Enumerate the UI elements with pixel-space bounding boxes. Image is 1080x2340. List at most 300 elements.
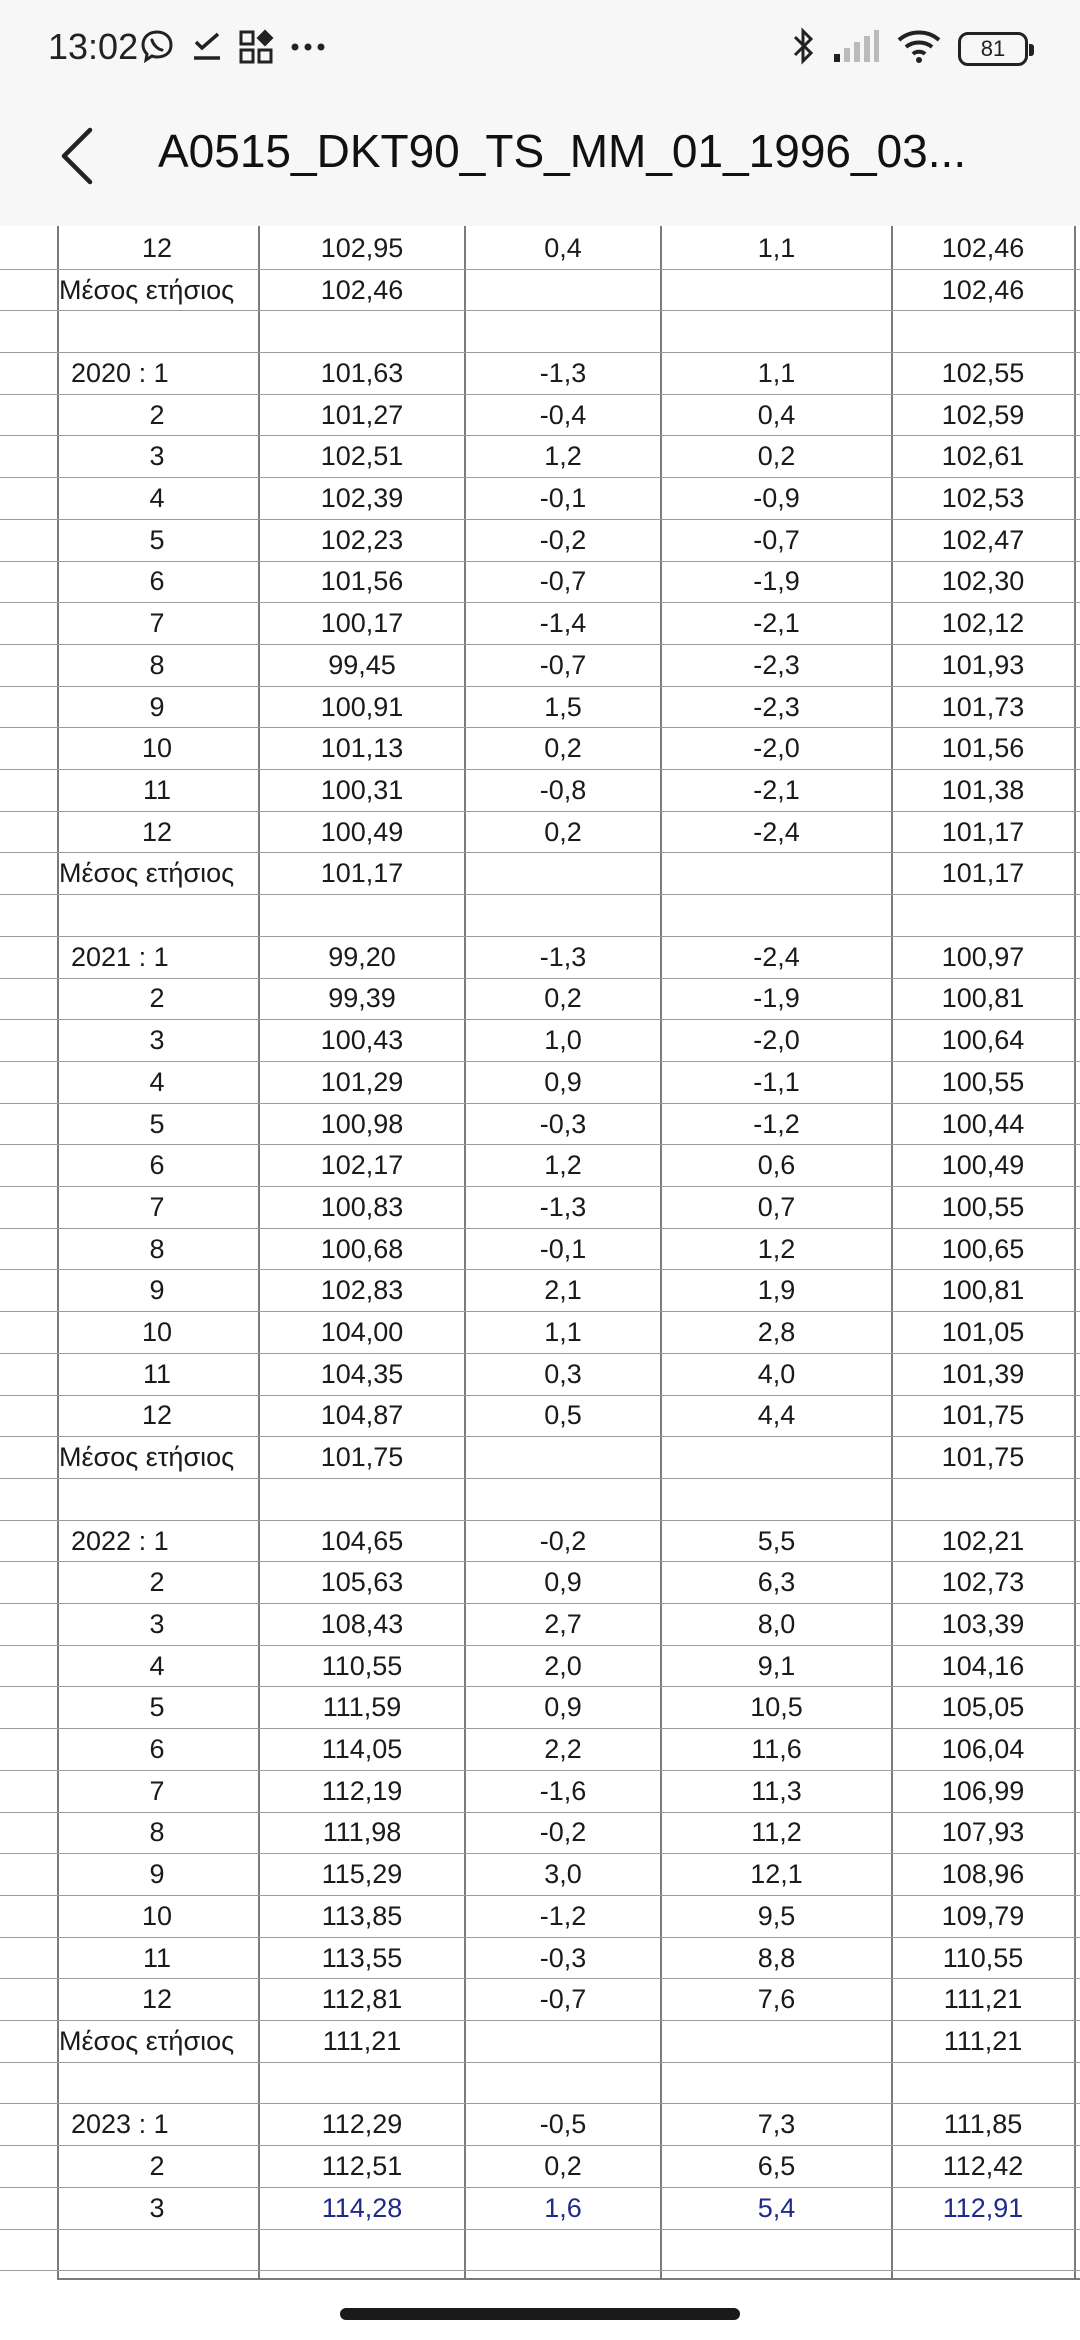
value-cell[interactable]: 112,19 bbox=[321, 1775, 403, 1806]
table-row[interactable] bbox=[0, 1938, 1080, 1980]
period-cell[interactable]: 2 bbox=[149, 2151, 165, 2182]
value-cell[interactable] bbox=[259, 895, 465, 936]
table-row[interactable] bbox=[0, 520, 1080, 562]
value-cell[interactable]: 12,1 bbox=[750, 1859, 803, 1890]
table-row[interactable] bbox=[0, 1604, 1080, 1646]
value-cell[interactable]: 104,16 bbox=[941, 1650, 1025, 1681]
value-cell[interactable]: -0,5 bbox=[539, 2109, 587, 2140]
value-cell[interactable]: 101,56 bbox=[941, 733, 1025, 764]
value-cell[interactable]: -1,3 bbox=[539, 357, 587, 388]
value-cell[interactable]: 101,56 bbox=[320, 566, 404, 597]
period-cell[interactable]: Μέσος ετήσιος bbox=[59, 2025, 235, 2056]
value-cell[interactable]: 2,1 bbox=[544, 1275, 582, 1306]
table-row[interactable] bbox=[0, 1187, 1080, 1229]
value-cell[interactable]: 100,91 bbox=[320, 691, 404, 722]
period-cell[interactable]: 2020 : 1 bbox=[71, 357, 169, 388]
annual-average-row[interactable] bbox=[0, 2021, 1080, 2063]
value-cell[interactable]: -1,3 bbox=[539, 941, 587, 972]
period-cell[interactable]: 5 bbox=[149, 524, 165, 555]
value-cell[interactable]: 105,63 bbox=[320, 1567, 404, 1598]
value-cell[interactable] bbox=[259, 2063, 465, 2104]
value-cell[interactable]: -2,1 bbox=[753, 774, 800, 805]
table-row[interactable] bbox=[0, 1396, 1080, 1438]
value-cell[interactable]: 101,73 bbox=[941, 691, 1025, 722]
table-row[interactable] bbox=[0, 1771, 1080, 1813]
value-cell[interactable]: -0,2 bbox=[539, 1817, 587, 1848]
value-cell[interactable]: 10,5 bbox=[750, 1692, 803, 1723]
value-cell[interactable]: 101,39 bbox=[941, 1358, 1025, 1389]
value-cell[interactable]: 101,63 bbox=[320, 357, 404, 388]
chevron-left-icon bbox=[58, 126, 98, 191]
value-cell[interactable]: 115,29 bbox=[321, 1859, 403, 1890]
value-cell[interactable]: 1,2 bbox=[544, 1150, 582, 1181]
value-cell[interactable]: 1,2 bbox=[544, 441, 582, 472]
value-cell[interactable]: 2,2 bbox=[544, 1734, 582, 1765]
annual-average-row[interactable] bbox=[0, 270, 1080, 312]
empty-row[interactable] bbox=[0, 2230, 1080, 2272]
table-row[interactable] bbox=[0, 812, 1080, 854]
value-cell[interactable]: -2,4 bbox=[753, 941, 800, 972]
value-cell[interactable] bbox=[465, 2063, 661, 2104]
table-row[interactable] bbox=[0, 603, 1080, 645]
bluetooth-icon bbox=[790, 26, 816, 71]
value-cell[interactable]: 1,1 bbox=[757, 357, 796, 388]
value-cell[interactable]: 103,39 bbox=[941, 1608, 1025, 1639]
value-cell[interactable]: 113,55 bbox=[321, 1942, 403, 1973]
value-cell[interactable]: 101,38 bbox=[941, 774, 1025, 805]
annual-average-row[interactable] bbox=[0, 1437, 1080, 1479]
value-cell[interactable]: 4,4 bbox=[757, 1400, 796, 1431]
value-cell[interactable]: -0,2 bbox=[539, 524, 587, 555]
value-cell[interactable]: 0,2 bbox=[544, 816, 582, 847]
value-cell[interactable]: -2,3 bbox=[753, 691, 800, 722]
value-cell[interactable]: 100,81 bbox=[941, 983, 1025, 1014]
value-cell[interactable]: 101,29 bbox=[320, 1066, 404, 1097]
value-cell[interactable] bbox=[465, 1437, 661, 1478]
table-row[interactable] bbox=[0, 1854, 1080, 1896]
value-cell[interactable] bbox=[465, 2021, 661, 2062]
value-cell[interactable]: -0,7 bbox=[753, 524, 800, 555]
value-cell[interactable]: -2,3 bbox=[753, 649, 800, 680]
value-cell[interactable] bbox=[259, 2230, 465, 2271]
gesture-bar[interactable] bbox=[340, 2308, 740, 2320]
value-cell[interactable]: 0,6 bbox=[757, 1150, 796, 1181]
value-cell[interactable] bbox=[465, 854, 661, 895]
back-button[interactable] bbox=[40, 120, 116, 196]
period-cell[interactable]: 7 bbox=[149, 608, 165, 639]
period-cell[interactable]: 2021 : 1 bbox=[71, 941, 169, 972]
table-row[interactable] bbox=[0, 1145, 1080, 1187]
period-cell[interactable] bbox=[57, 895, 257, 936]
empty-row[interactable] bbox=[0, 1479, 1080, 1521]
value-cell[interactable] bbox=[892, 895, 1074, 936]
value-cell[interactable]: 9,5 bbox=[757, 1900, 796, 1931]
period-cell[interactable]: 2 bbox=[149, 983, 165, 1014]
table-row[interactable] bbox=[0, 2146, 1080, 2188]
period-cell[interactable]: 11 bbox=[142, 1942, 172, 1973]
value-cell[interactable]: 102,12 bbox=[941, 608, 1025, 639]
table-row[interactable] bbox=[0, 1521, 1080, 1563]
value-cell[interactable]: 112,42 bbox=[942, 2151, 1024, 2182]
empty-row[interactable] bbox=[0, 311, 1080, 353]
value-cell[interactable]: 114,05 bbox=[321, 1734, 403, 1765]
value-cell[interactable]: 112,81 bbox=[321, 1984, 403, 2015]
table-row[interactable] bbox=[0, 770, 1080, 812]
value-cell[interactable]: 0,4 bbox=[757, 399, 796, 430]
period-cell[interactable]: 5 bbox=[149, 1692, 165, 1723]
period-cell[interactable]: 6 bbox=[149, 1150, 165, 1181]
value-cell[interactable]: -0,3 bbox=[539, 1942, 587, 1973]
period-cell[interactable]: Μέσος ετήσιος bbox=[59, 274, 235, 305]
value-cell[interactable]: 101,17 bbox=[320, 858, 404, 889]
value-cell[interactable]: -1,3 bbox=[539, 1191, 587, 1222]
value-cell[interactable]: 101,13 bbox=[320, 733, 404, 764]
value-cell[interactable] bbox=[465, 2230, 661, 2271]
period-cell[interactable]: 12 bbox=[141, 232, 173, 263]
period-cell[interactable]: 3 bbox=[149, 441, 165, 472]
period-cell[interactable] bbox=[57, 2230, 257, 2271]
value-cell[interactable]: -2,0 bbox=[753, 1025, 800, 1056]
table-row[interactable] bbox=[0, 645, 1080, 687]
period-cell[interactable]: 6 bbox=[149, 566, 165, 597]
table-row[interactable] bbox=[0, 562, 1080, 604]
value-cell[interactable]: 100,31 bbox=[320, 774, 404, 805]
value-cell[interactable]: 0,9 bbox=[544, 1692, 582, 1723]
value-cell[interactable] bbox=[259, 311, 465, 352]
value-cell[interactable] bbox=[661, 311, 892, 352]
value-cell[interactable]: -0,3 bbox=[539, 1108, 587, 1139]
value-cell[interactable]: 100,44 bbox=[941, 1108, 1025, 1139]
table-row[interactable] bbox=[0, 1104, 1080, 1146]
period-cell[interactable] bbox=[57, 1479, 257, 1520]
value-cell[interactable]: -0,8 bbox=[539, 774, 587, 805]
value-cell[interactable]: 99,45 bbox=[328, 649, 396, 680]
value-cell[interactable]: 100,83 bbox=[320, 1191, 404, 1222]
value-cell[interactable] bbox=[661, 270, 892, 311]
period-cell[interactable]: 10 bbox=[141, 1900, 173, 1931]
value-cell[interactable]: -1,9 bbox=[753, 983, 800, 1014]
value-cell[interactable]: 102,17 bbox=[320, 1150, 404, 1181]
value-cell[interactable]: 101,17 bbox=[941, 816, 1025, 847]
value-cell[interactable]: 111,21 bbox=[322, 2025, 402, 2056]
value-cell[interactable]: 4,0 bbox=[757, 1358, 796, 1389]
value-cell[interactable]: 0,7 bbox=[757, 1191, 796, 1222]
value-cell[interactable]: 102,83 bbox=[320, 1275, 404, 1306]
value-cell[interactable]: 0,2 bbox=[544, 983, 582, 1014]
value-cell[interactable]: 111,85 bbox=[943, 2109, 1023, 2140]
value-cell[interactable] bbox=[661, 854, 892, 895]
value-cell[interactable]: -0,9 bbox=[753, 483, 800, 514]
value-cell[interactable]: 100,68 bbox=[320, 1233, 404, 1264]
value-cell[interactable]: 0,5 bbox=[544, 1400, 582, 1431]
table-row[interactable] bbox=[0, 1271, 1080, 1313]
value-cell[interactable]: 111,21 bbox=[943, 2025, 1023, 2056]
value-cell[interactable]: 8,0 bbox=[757, 1608, 796, 1639]
value-cell[interactable]: 104,35 bbox=[320, 1358, 404, 1389]
period-cell[interactable]: 10 bbox=[141, 733, 173, 764]
value-cell[interactable] bbox=[661, 1437, 892, 1478]
value-cell[interactable] bbox=[661, 2063, 892, 2104]
value-cell[interactable]: 5,5 bbox=[757, 1525, 796, 1556]
value-cell[interactable]: -1,6 bbox=[539, 1775, 587, 1806]
period-cell[interactable]: 8 bbox=[149, 649, 165, 680]
table-row[interactable] bbox=[0, 1979, 1080, 2021]
value-cell[interactable] bbox=[892, 311, 1074, 352]
period-cell[interactable]: 8 bbox=[149, 1233, 165, 1264]
value-cell[interactable]: -0,7 bbox=[539, 1984, 587, 2015]
table-row[interactable] bbox=[0, 2188, 1080, 2230]
value-cell[interactable]: 112,51 bbox=[321, 2151, 403, 2182]
table-row[interactable] bbox=[0, 478, 1080, 520]
value-cell[interactable]: 11,6 bbox=[751, 1734, 802, 1765]
value-cell[interactable]: 9,1 bbox=[757, 1650, 796, 1681]
value-cell[interactable]: -1,2 bbox=[753, 1108, 800, 1139]
annual-average-row[interactable] bbox=[0, 854, 1080, 896]
period-cell[interactable]: 4 bbox=[149, 1650, 165, 1681]
period-cell[interactable]: 12 bbox=[141, 816, 173, 847]
value-cell[interactable]: 100,81 bbox=[941, 1275, 1025, 1306]
value-cell[interactable]: 100,55 bbox=[941, 1191, 1025, 1222]
value-cell[interactable]: 102,21 bbox=[941, 1525, 1025, 1556]
table-row[interactable] bbox=[0, 1688, 1080, 1730]
period-cell[interactable]: 3 bbox=[149, 1025, 165, 1056]
value-cell[interactable]: 102,53 bbox=[941, 483, 1025, 514]
period-cell[interactable]: 12 bbox=[141, 1984, 173, 2015]
table-row[interactable] bbox=[0, 395, 1080, 437]
value-cell[interactable]: -0,4 bbox=[539, 399, 587, 430]
value-cell[interactable] bbox=[661, 1479, 892, 1520]
value-cell[interactable] bbox=[465, 270, 661, 311]
value-cell[interactable]: 1,9 bbox=[757, 1275, 796, 1306]
value-cell[interactable] bbox=[259, 1479, 465, 1520]
value-cell[interactable]: 102,95 bbox=[320, 232, 404, 263]
value-cell[interactable]: 105,05 bbox=[941, 1692, 1025, 1723]
value-cell[interactable]: 102,59 bbox=[941, 399, 1025, 430]
value-cell[interactable]: 112,91 bbox=[942, 2192, 1024, 2223]
value-cell[interactable]: 102,23 bbox=[320, 524, 404, 555]
value-cell[interactable] bbox=[661, 2021, 892, 2062]
value-cell[interactable]: 7,3 bbox=[757, 2109, 796, 2140]
value-cell[interactable]: 100,97 bbox=[941, 941, 1025, 972]
value-cell[interactable]: 1,2 bbox=[757, 1233, 796, 1264]
value-cell[interactable] bbox=[892, 2230, 1074, 2271]
table-row[interactable] bbox=[0, 1562, 1080, 1604]
value-cell[interactable]: 11,3 bbox=[751, 1775, 802, 1806]
value-cell[interactable]: 1,6 bbox=[544, 2192, 582, 2223]
value-cell[interactable]: 3,0 bbox=[544, 1859, 582, 1890]
period-cell[interactable]: 3 bbox=[149, 2192, 165, 2223]
value-cell[interactable]: -0,7 bbox=[539, 566, 587, 597]
value-cell[interactable]: 106,04 bbox=[941, 1734, 1025, 1765]
empty-row[interactable] bbox=[0, 2063, 1080, 2105]
value-cell[interactable]: 2,7 bbox=[544, 1608, 582, 1639]
value-cell[interactable]: 1,0 bbox=[544, 1025, 582, 1056]
period-cell[interactable]: 5 bbox=[149, 1108, 165, 1139]
value-cell[interactable]: -1,9 bbox=[753, 566, 800, 597]
value-cell[interactable]: -0,2 bbox=[539, 1525, 587, 1556]
value-cell[interactable]: 100,49 bbox=[941, 1150, 1025, 1181]
period-cell[interactable]: 7 bbox=[149, 1191, 165, 1222]
period-cell[interactable]: 3 bbox=[149, 1608, 165, 1639]
value-cell[interactable]: 109,79 bbox=[941, 1900, 1025, 1931]
period-cell[interactable]: 9 bbox=[149, 691, 165, 722]
value-cell[interactable]: 1,1 bbox=[544, 1317, 582, 1348]
table-row[interactable] bbox=[0, 1229, 1080, 1271]
value-cell[interactable]: -1,1 bbox=[753, 1066, 800, 1097]
value-cell[interactable]: 7,6 bbox=[757, 1984, 796, 2015]
value-cell[interactable]: -1,2 bbox=[539, 1900, 587, 1931]
value-cell[interactable]: 0,2 bbox=[544, 2151, 582, 2182]
value-cell[interactable]: 2,0 bbox=[544, 1650, 582, 1681]
value-cell[interactable]: 101,75 bbox=[941, 1442, 1025, 1473]
table-row[interactable] bbox=[0, 1354, 1080, 1396]
period-cell[interactable]: 4 bbox=[149, 1066, 165, 1097]
value-cell[interactable]: 101,75 bbox=[941, 1400, 1025, 1431]
value-cell[interactable]: 1,5 bbox=[544, 691, 582, 722]
table-row[interactable] bbox=[0, 687, 1080, 729]
period-cell[interactable]: 2 bbox=[149, 399, 165, 430]
value-cell[interactable]: -0,1 bbox=[539, 1233, 587, 1264]
empty-row[interactable] bbox=[0, 895, 1080, 937]
table-row[interactable] bbox=[0, 1646, 1080, 1688]
value-cell[interactable]: 101,93 bbox=[941, 649, 1025, 680]
value-cell[interactable]: 104,87 bbox=[320, 1400, 404, 1431]
value-cell[interactable]: 111,21 bbox=[943, 1984, 1023, 2015]
period-cell[interactable] bbox=[57, 2063, 257, 2104]
value-cell[interactable]: 0,9 bbox=[544, 1567, 582, 1598]
value-cell[interactable]: 112,29 bbox=[321, 2109, 403, 2140]
value-cell[interactable]: -2,4 bbox=[753, 816, 800, 847]
value-cell[interactable]: 100,17 bbox=[320, 608, 404, 639]
value-cell[interactable] bbox=[661, 2230, 892, 2271]
period-cell[interactable]: Μέσος ετήσιος bbox=[59, 858, 235, 889]
value-cell[interactable]: 6,3 bbox=[757, 1567, 796, 1598]
value-cell[interactable] bbox=[892, 1479, 1074, 1520]
value-cell[interactable]: 108,96 bbox=[941, 1859, 1025, 1890]
value-cell[interactable]: 100,43 bbox=[320, 1025, 404, 1056]
check-download-icon bbox=[190, 30, 224, 69]
value-cell[interactable]: 8,8 bbox=[757, 1942, 796, 1973]
value-cell[interactable]: -2,0 bbox=[753, 733, 800, 764]
value-cell[interactable]: 0,3 bbox=[544, 1358, 582, 1389]
table-row[interactable] bbox=[0, 437, 1080, 479]
table-row[interactable] bbox=[0, 1729, 1080, 1771]
period-cell[interactable]: 11 bbox=[142, 774, 172, 805]
value-cell[interactable]: 106,99 bbox=[941, 1775, 1025, 1806]
period-cell[interactable]: 8 bbox=[149, 1817, 165, 1848]
value-cell[interactable]: 0,4 bbox=[544, 232, 582, 263]
table-row[interactable] bbox=[0, 353, 1080, 395]
table-row[interactable] bbox=[0, 1062, 1080, 1104]
value-cell[interactable]: 100,98 bbox=[320, 1108, 404, 1139]
value-cell[interactable]: 114,28 bbox=[321, 2192, 403, 2223]
value-cell[interactable]: 102,61 bbox=[941, 441, 1025, 472]
table-row[interactable] bbox=[0, 937, 1080, 979]
value-cell[interactable]: 107,93 bbox=[941, 1817, 1025, 1848]
value-cell[interactable]: 110,55 bbox=[321, 1650, 403, 1681]
value-cell[interactable]: 5,4 bbox=[757, 2192, 796, 2223]
value-cell[interactable]: 111,98 bbox=[322, 1817, 402, 1848]
value-cell[interactable]: -0,1 bbox=[539, 483, 587, 514]
value-cell[interactable]: 113,85 bbox=[321, 1900, 403, 1931]
value-cell[interactable]: 99,20 bbox=[328, 941, 396, 972]
value-cell[interactable] bbox=[465, 1479, 661, 1520]
value-cell[interactable]: -0,7 bbox=[539, 649, 587, 680]
value-cell[interactable]: 102,46 bbox=[941, 232, 1025, 263]
value-cell[interactable]: 101,75 bbox=[320, 1442, 404, 1473]
value-cell[interactable]: 110,55 bbox=[942, 1942, 1024, 1973]
value-cell[interactable]: 100,55 bbox=[941, 1066, 1025, 1097]
value-cell[interactable]: 1,1 bbox=[757, 232, 796, 263]
value-cell[interactable]: 102,47 bbox=[941, 524, 1025, 555]
value-cell[interactable]: 2,8 bbox=[757, 1317, 796, 1348]
value-cell[interactable] bbox=[661, 895, 892, 936]
value-cell[interactable]: 104,00 bbox=[320, 1317, 404, 1348]
value-cell[interactable]: 102,46 bbox=[320, 274, 404, 305]
period-cell[interactable]: 4 bbox=[149, 483, 165, 514]
table-row[interactable] bbox=[0, 728, 1080, 770]
value-cell[interactable]: 108,43 bbox=[320, 1608, 404, 1639]
spreadsheet-view[interactable] bbox=[0, 226, 1080, 2286]
table-row[interactable] bbox=[0, 1312, 1080, 1354]
period-cell[interactable]: 10 bbox=[141, 1317, 173, 1348]
value-cell[interactable]: 102,30 bbox=[941, 566, 1025, 597]
value-cell[interactable]: 0,9 bbox=[544, 1066, 582, 1097]
value-cell[interactable]: 99,39 bbox=[328, 983, 396, 1014]
value-cell[interactable]: 0,2 bbox=[757, 441, 796, 472]
value-cell[interactable]: 101,27 bbox=[320, 399, 404, 430]
period-cell[interactable]: 12 bbox=[141, 1400, 173, 1431]
value-cell[interactable]: 102,39 bbox=[320, 483, 404, 514]
value-cell[interactable]: 101,05 bbox=[941, 1317, 1025, 1348]
period-cell[interactable]: 2022 : 1 bbox=[71, 1525, 169, 1556]
table-row[interactable] bbox=[0, 2105, 1080, 2147]
period-cell[interactable]: 9 bbox=[149, 1859, 165, 1890]
value-cell[interactable]: 102,51 bbox=[320, 441, 404, 472]
value-cell[interactable]: 0,2 bbox=[544, 733, 582, 764]
value-cell[interactable] bbox=[465, 311, 661, 352]
period-cell[interactable]: 6 bbox=[149, 1734, 165, 1765]
value-cell[interactable]: 6,5 bbox=[757, 2151, 796, 2182]
value-cell[interactable]: 100,65 bbox=[941, 1233, 1025, 1264]
period-cell[interactable]: 9 bbox=[149, 1275, 165, 1306]
value-cell[interactable]: -1,4 bbox=[539, 608, 587, 639]
table-row[interactable] bbox=[0, 1813, 1080, 1855]
table-row[interactable] bbox=[0, 979, 1080, 1021]
table-row[interactable] bbox=[0, 1020, 1080, 1062]
period-cell[interactable]: 11 bbox=[142, 1358, 172, 1389]
value-cell[interactable]: 102,46 bbox=[941, 274, 1025, 305]
value-cell[interactable]: 101,17 bbox=[941, 858, 1025, 889]
period-cell[interactable]: 2023 : 1 bbox=[71, 2109, 169, 2140]
value-cell[interactable]: 102,73 bbox=[941, 1567, 1025, 1598]
value-cell[interactable] bbox=[892, 2063, 1074, 2104]
period-cell[interactable]: 2 bbox=[149, 1567, 165, 1598]
table-row[interactable] bbox=[0, 228, 1080, 270]
value-cell[interactable]: 11,2 bbox=[751, 1817, 802, 1848]
period-cell[interactable] bbox=[57, 311, 257, 352]
period-cell[interactable]: 7 bbox=[149, 1775, 165, 1806]
value-cell[interactable]: 111,59 bbox=[322, 1692, 402, 1723]
value-cell[interactable]: -2,1 bbox=[753, 608, 800, 639]
value-cell[interactable]: 100,64 bbox=[941, 1025, 1025, 1056]
value-cell[interactable]: 100,49 bbox=[320, 816, 404, 847]
value-cell[interactable] bbox=[465, 895, 661, 936]
value-cell[interactable]: 104,65 bbox=[320, 1525, 404, 1556]
value-cell[interactable]: 102,55 bbox=[941, 357, 1025, 388]
table-row[interactable] bbox=[0, 1896, 1080, 1938]
period-cell[interactable]: Μέσος ετήσιος bbox=[59, 1442, 235, 1473]
